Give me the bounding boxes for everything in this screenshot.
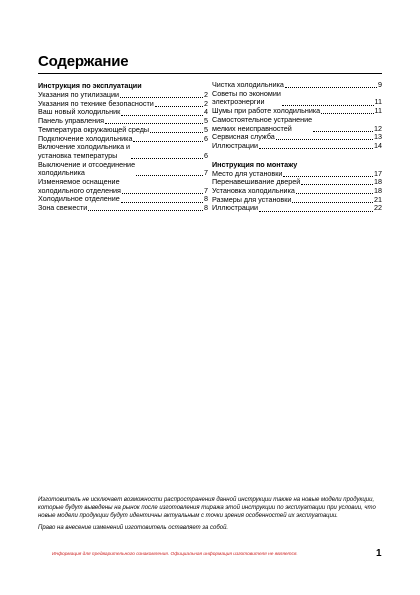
toc-entry[interactable] bbox=[38, 204, 208, 213]
toc-entry-title bbox=[212, 90, 281, 107]
toc-entry-title-line: холодильника bbox=[38, 168, 85, 178]
toc-entry-title-line: Чистка холодильника bbox=[212, 80, 284, 89]
toc-entry-page-number: 6 bbox=[204, 150, 208, 160]
toc-entry-page-number: 8 bbox=[204, 194, 208, 204]
dot-leader bbox=[276, 139, 373, 140]
toc-entry-title-line: Установка холодильника bbox=[212, 186, 295, 196]
disclaimer-paragraph: Изготовитель не исключает возможности распространения данной инструкции также на новые модели продукции, которые будут выведены на рынок после изготовления тиража этой инструкции по эксплуатации при условии, что новые модели продукции будут идентичны актуальным с точки зрения особенностей их эксплуатации. bbox=[38, 497, 376, 519]
dot-leader bbox=[321, 113, 373, 114]
rights-reserved-note: Право на внесение изменений изготовитель оставляет за собой. bbox=[38, 525, 229, 531]
toc-entry-page-number: 5 bbox=[204, 124, 208, 134]
dot-leader bbox=[121, 115, 203, 116]
toc-entry-title bbox=[212, 204, 258, 213]
toc-entry[interactable] bbox=[212, 116, 382, 133]
toc-entry-title-line: Изменяемое оснащение bbox=[38, 177, 120, 187]
toc-entry[interactable] bbox=[212, 204, 382, 213]
toc-entry-page-number: 11 bbox=[374, 106, 382, 116]
toc-entry-page-number: 4 bbox=[204, 107, 208, 117]
toc-entry-title-line: холодильного отделения bbox=[38, 185, 121, 195]
toc-entry-title-line: Иллюстрации bbox=[212, 203, 258, 213]
dot-leader bbox=[136, 175, 203, 176]
toc-right-column bbox=[212, 81, 382, 213]
toc-entry-title-line: Зона свежести bbox=[38, 203, 88, 213]
toc-entry-page-number: 7 bbox=[204, 185, 208, 195]
disclaimer-block bbox=[38, 496, 384, 536]
toc-entry-title-line: Самостоятельное устранение bbox=[212, 114, 313, 124]
dot-leader bbox=[301, 184, 373, 185]
toc-entry-title-line: Перенавешивание дверей bbox=[212, 177, 301, 187]
dot-leader bbox=[292, 202, 373, 203]
toc-entry-page-number: 13 bbox=[374, 132, 382, 142]
dot-leader bbox=[120, 97, 203, 98]
toc-entry-page-number: 6 bbox=[204, 133, 208, 143]
toc-entry[interactable] bbox=[212, 90, 382, 107]
toc-entry-page-number: 11 bbox=[374, 97, 382, 107]
toc-entry-title-line: Место для установки bbox=[212, 168, 283, 178]
toc-entry-title-line: Ваш новый холодильник bbox=[38, 107, 121, 117]
toc-list-operation-continued bbox=[212, 81, 382, 151]
dot-leader bbox=[155, 106, 203, 107]
section-heading-operation: Инструкция по эксплуатации bbox=[38, 81, 142, 90]
page-title: Содержание bbox=[38, 53, 129, 70]
toc-entry-page-number: 21 bbox=[374, 194, 382, 204]
title-divider bbox=[38, 73, 382, 74]
toc-entry[interactable] bbox=[38, 178, 208, 195]
toc-entry-page-number: 9 bbox=[378, 80, 382, 89]
dot-leader bbox=[121, 202, 203, 203]
dot-leader bbox=[285, 87, 377, 88]
toc-entry-page-number: 14 bbox=[374, 140, 382, 150]
toc-entry[interactable] bbox=[212, 142, 382, 151]
toc-entry-title-line: Иллюстрации bbox=[212, 140, 258, 150]
toc-entry-page-number: 18 bbox=[374, 186, 382, 196]
toc-entry-title bbox=[38, 161, 135, 178]
toc-entry[interactable] bbox=[38, 143, 208, 160]
toc-entry-title-line: Подключение холодильника bbox=[38, 133, 133, 143]
dot-leader bbox=[88, 210, 203, 211]
toc-list-operation bbox=[38, 91, 208, 213]
toc-entry-title-line: электроэнергии bbox=[212, 97, 265, 107]
toc-entry-page-number: 18 bbox=[374, 177, 382, 187]
dot-leader bbox=[131, 158, 203, 159]
toc-entry-page-number: 12 bbox=[374, 123, 382, 133]
toc-entry-title-line: Указания по утилизации bbox=[38, 90, 120, 99]
toc-entry-page-number: 17 bbox=[374, 168, 382, 178]
toc-entry-page-number: 5 bbox=[204, 116, 208, 126]
toc-entry-title-line: Шумы при работе холодильника bbox=[212, 106, 321, 116]
toc-left-column bbox=[38, 81, 208, 213]
toc-entry-page-number: 22 bbox=[374, 203, 382, 213]
toc-entry-title bbox=[38, 143, 130, 160]
toc-entry-page-number: 7 bbox=[204, 168, 208, 178]
dot-leader bbox=[150, 132, 203, 133]
dot-leader bbox=[122, 193, 203, 194]
toc-entry-page-number: 2 bbox=[204, 90, 208, 99]
page-number: 1 bbox=[376, 548, 382, 559]
dot-leader bbox=[133, 141, 203, 142]
toc-entry-title bbox=[212, 116, 312, 133]
toc-entry-title-line: Указания по технике безопасности bbox=[38, 98, 154, 108]
toc-entry-title bbox=[212, 142, 258, 151]
toc-entry-title-line: Температура окружающей среды bbox=[38, 124, 150, 134]
toc-entry-title-line: Сервисная служба bbox=[212, 132, 275, 142]
dot-leader bbox=[296, 193, 373, 194]
toc-entry-title-line: Включение холодильника и bbox=[38, 142, 131, 152]
toc-entry-page-number: 8 bbox=[204, 203, 208, 213]
toc-entry-title-line: Советы по экономии bbox=[212, 88, 281, 98]
toc-entry-title-line: Холодильное отделение bbox=[38, 194, 120, 204]
toc-entry[interactable] bbox=[38, 161, 208, 178]
toc-entry-title bbox=[38, 204, 87, 213]
toc-list-installation bbox=[212, 170, 382, 214]
toc-entry-title bbox=[38, 178, 121, 195]
dot-leader bbox=[259, 148, 373, 149]
toc-entry-page-number: 2 bbox=[204, 98, 208, 108]
preview-notice: Информация для предварительного ознакомления. Официальная информация изготовителя не является. bbox=[52, 552, 298, 557]
dot-leader bbox=[259, 211, 373, 212]
dot-leader bbox=[313, 131, 373, 132]
toc-entry-title-line: Выключение и отсоединение bbox=[38, 159, 136, 169]
toc-entry-title-line: Размеры для установки bbox=[212, 194, 292, 204]
toc-entry-title-line: установка температуры bbox=[38, 150, 118, 160]
section-heading-installation: Инструкция по монтажу bbox=[212, 159, 298, 169]
toc-entry-title-line: мелких неисправностей bbox=[212, 123, 292, 133]
toc-entry-title-line: Панель управления bbox=[38, 116, 105, 126]
